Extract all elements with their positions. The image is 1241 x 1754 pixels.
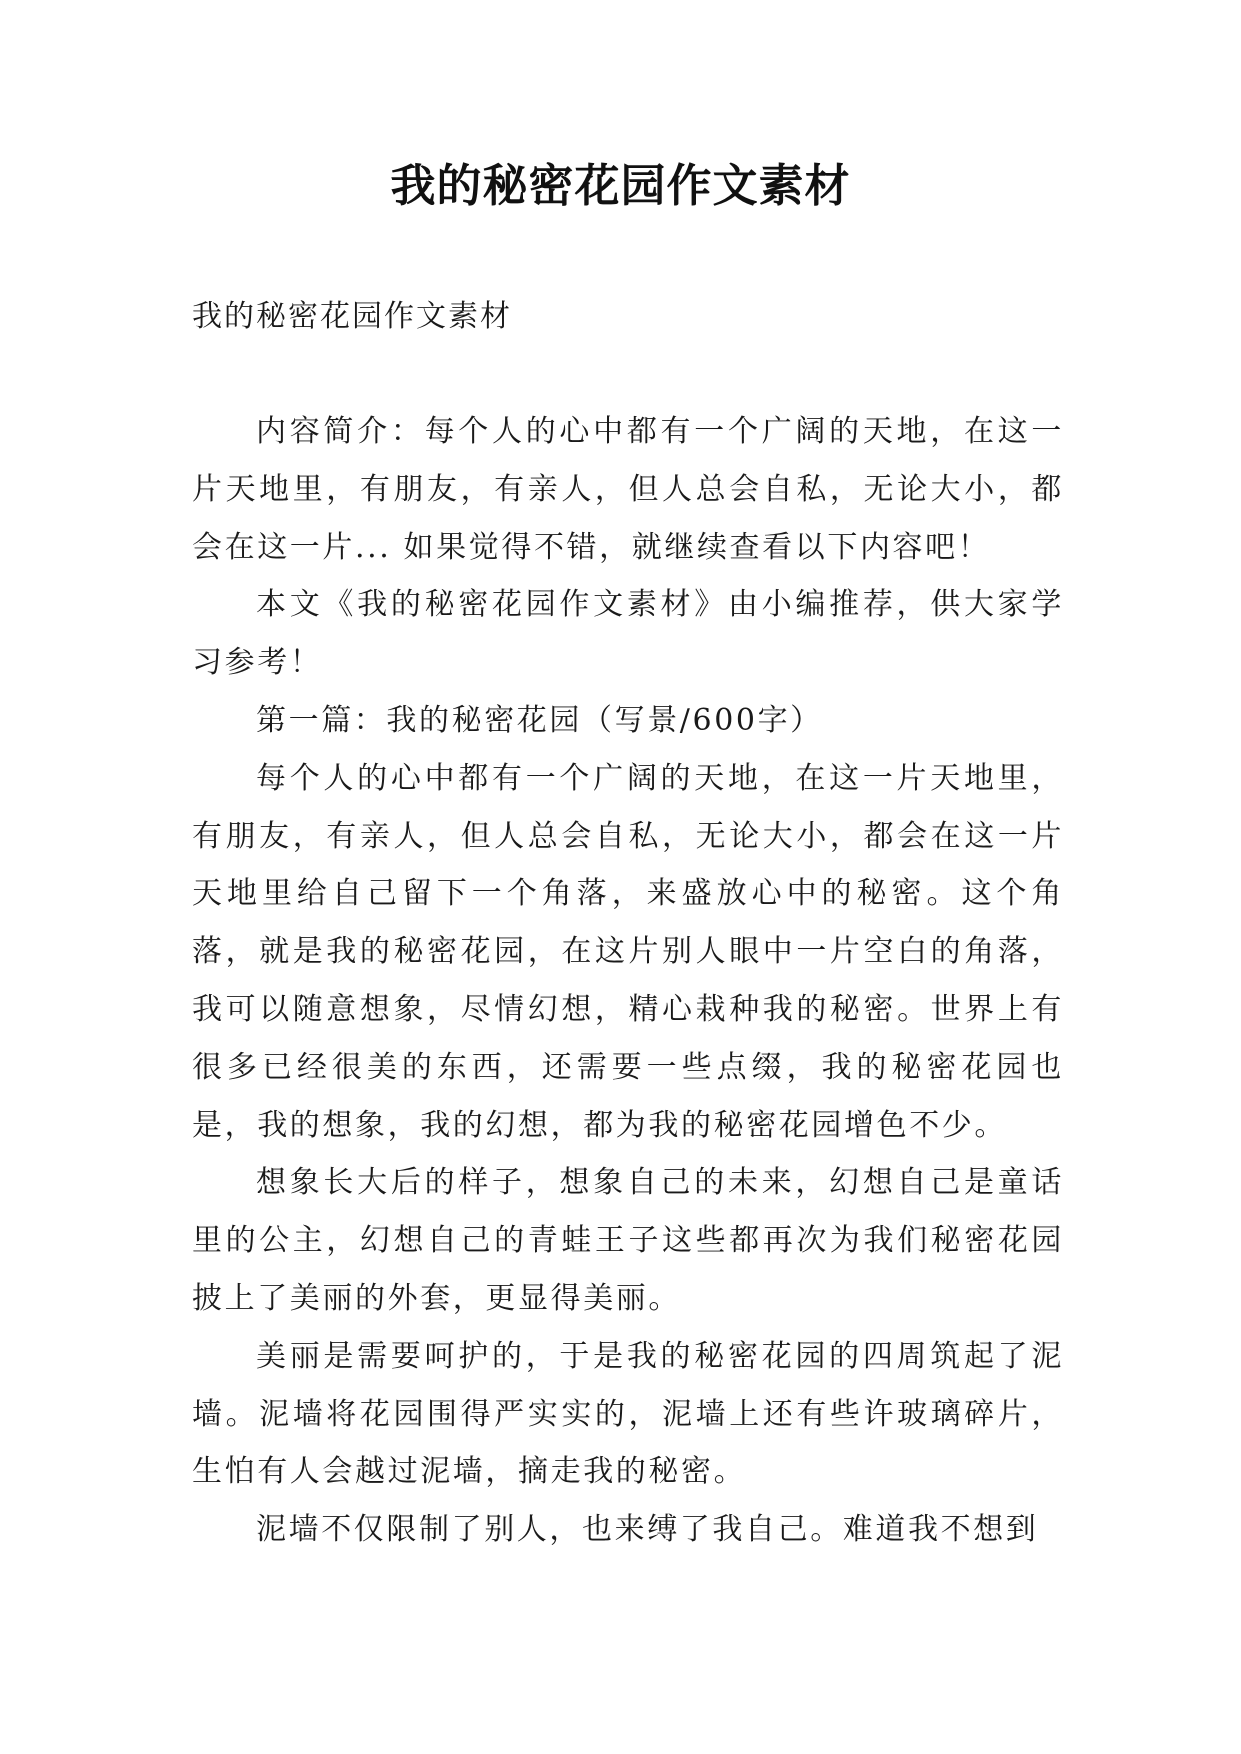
document-subtitle: 我的秘密花园作文素材 [192,299,512,334]
document-body [192,297,1064,1559]
document-title: 我的秘密花园作文素材 [390,159,851,212]
paragraph-summary: 内容简介：每个人的心中都有一个广阔的天地，在这一片天地里，有朋友，有亲人，但人总会自私，无论大小，都会在这一片... 如果觉得不错，就继续查看以下内容吧！ [192,414,1064,565]
paragraph-body: 美丽是需要呵护的，于是我的秘密花园的四周筑起了泥墙。泥墙将花园围得严实实的，泥墙上还有些许玻璃碎片，生怕有人会越过泥墙，摘走我的秘密。 [192,1338,1064,1490]
paragraph-body: 想象长大后的样子，想象自己的未来，幻想自己是童话里的公主，幻想自己的青蛙王子这些都再次为我们秘密花园披上了美丽的外套，更显得美丽。 [192,1165,1064,1316]
paragraph-recommendation: 本文《我的秘密花园作文素材》由小编推荐，供大家学习参考！ [192,587,1064,681]
paragraph-body: 每个人的心中都有一个广阔的天地，在这一片天地里，有朋友，有亲人，但人总会自私，无论大小，都会在这一片天地里给自己留下一个角落，来盛放心中的秘密。这个角落，就是我的秘密花园，在这片别人眼中一片空白的角落，我可以随意想象，尽情幻想，精心栽种我的秘密。世界上有很多已经很美的东西，还需要一些点缀，我的秘密花园也是，我的想象，我的幻想，都为我的秘密花园增色不少。 [192,760,1064,1143]
paragraph-body: 泥墙不仅限制了别人，也来缚了我自己。难道我不想到 [256,1512,1039,1548]
paragraph-chapter-heading: 第一篇：我的秘密花园（写景/600字） [256,702,823,738]
